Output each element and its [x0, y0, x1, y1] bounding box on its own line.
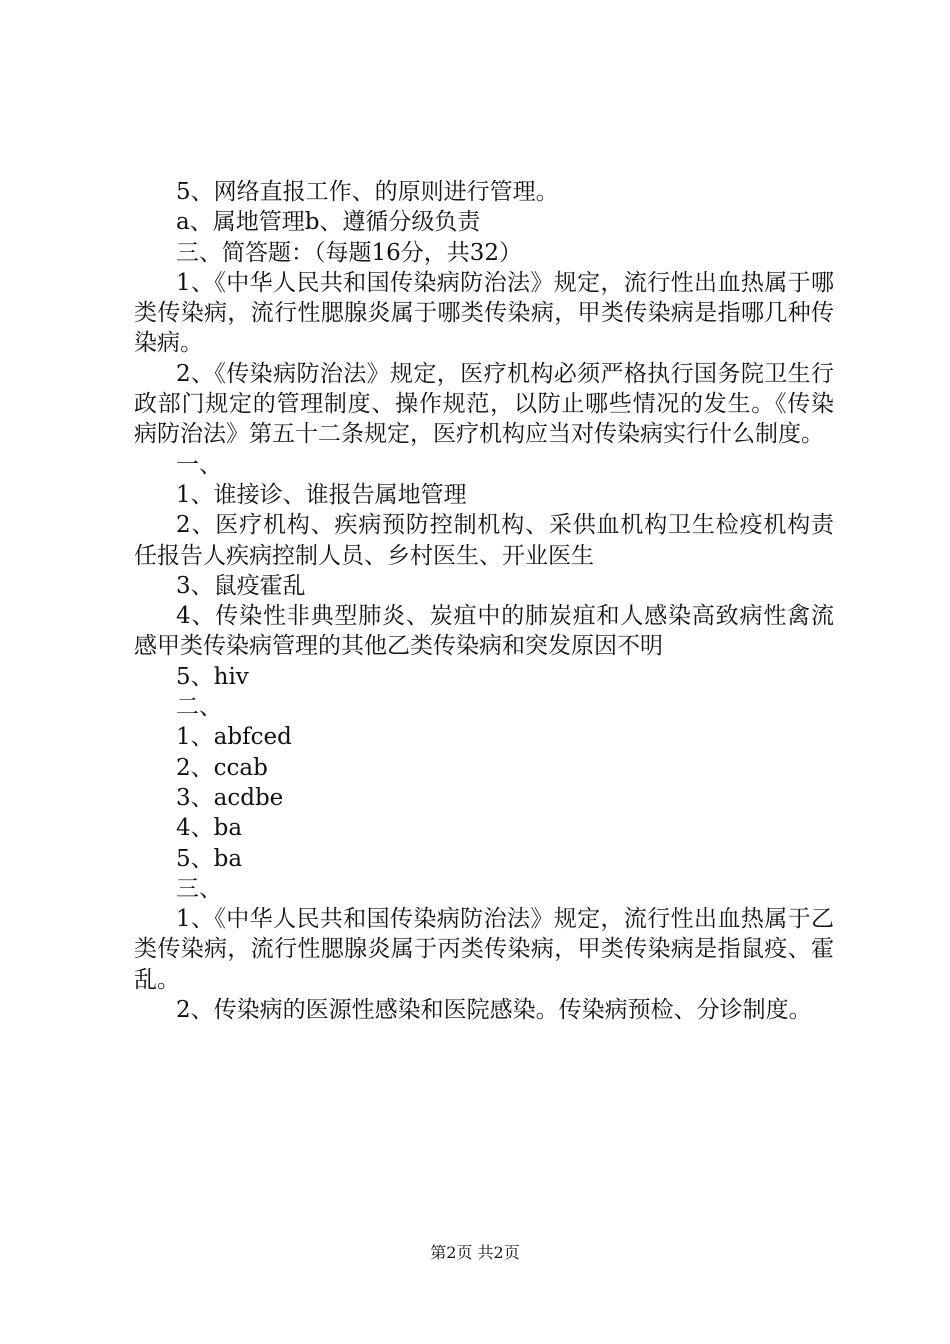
answer-line: 2、ccab: [176, 754, 268, 781]
answer-section-heading: 二、: [176, 694, 222, 721]
paragraph: 2、《传染病防治法》规定，医疗机构必须严格执行国务院卫生行政部门规定的管理制度、操作规范，以防止哪些情况的发生。《传染病防治法》第五十二条规定，医疗机构应当对传染病实行什么制度。: [134, 360, 834, 448]
paragraph: 1、《中华人民共和国传染病防治法》规定，流行性出血热属于哪类传染病，流行性腮腺炎属于哪类传染病，甲类传染病是指哪几种传染病。: [134, 269, 834, 357]
paragraph: a、属地管理b、遵循分级负责: [176, 209, 481, 236]
answer-line: 3、acdbe: [176, 784, 284, 811]
answer-line: 4、传染性非典型肺炎、炭疽中的肺炭疽和人感染高致病性禽流感甲类传染病管理的其他乙类传染病和突发原因不明: [134, 603, 834, 660]
answer-section-heading: 三、: [176, 875, 222, 902]
answer-line: 1、谁接诊、谁报告属地管理: [176, 481, 467, 508]
answer-line: 4、ba: [176, 815, 243, 842]
paragraph: 5、网络直报工作、的原则进行管理。: [176, 179, 559, 205]
answer-line: 1、《中华人民共和国传染病防治法》规定，流行性出血热属于乙类传染病，流行性腮腺炎属于丙类传染病，甲类传染病是指鼠疫、霍乱。: [134, 906, 834, 993]
answer-line: 5、hiv: [176, 663, 249, 690]
answer-section-heading: 一、: [176, 451, 222, 478]
answer-line: 5、ba: [176, 845, 243, 872]
answer-line: 3、鼠疫霍乱: [176, 572, 306, 599]
answer-line: 2、传染病的医源性感染和医院感染。传染病预检、分诊制度。: [176, 997, 812, 1024]
page-footer: 第2页 共2页: [430, 1243, 520, 1262]
answer-line: 2、医疗机构、疾病预防控制机构、采供血机构卫生检疫机构责任报告人疾病控制人员、乡村医生、开业医生: [134, 512, 834, 569]
answer-line: 1、abfced: [176, 724, 292, 751]
document-body: [134, 177, 834, 1025]
section-heading: 三、简答题：（每题16分，共32）: [176, 239, 523, 266]
